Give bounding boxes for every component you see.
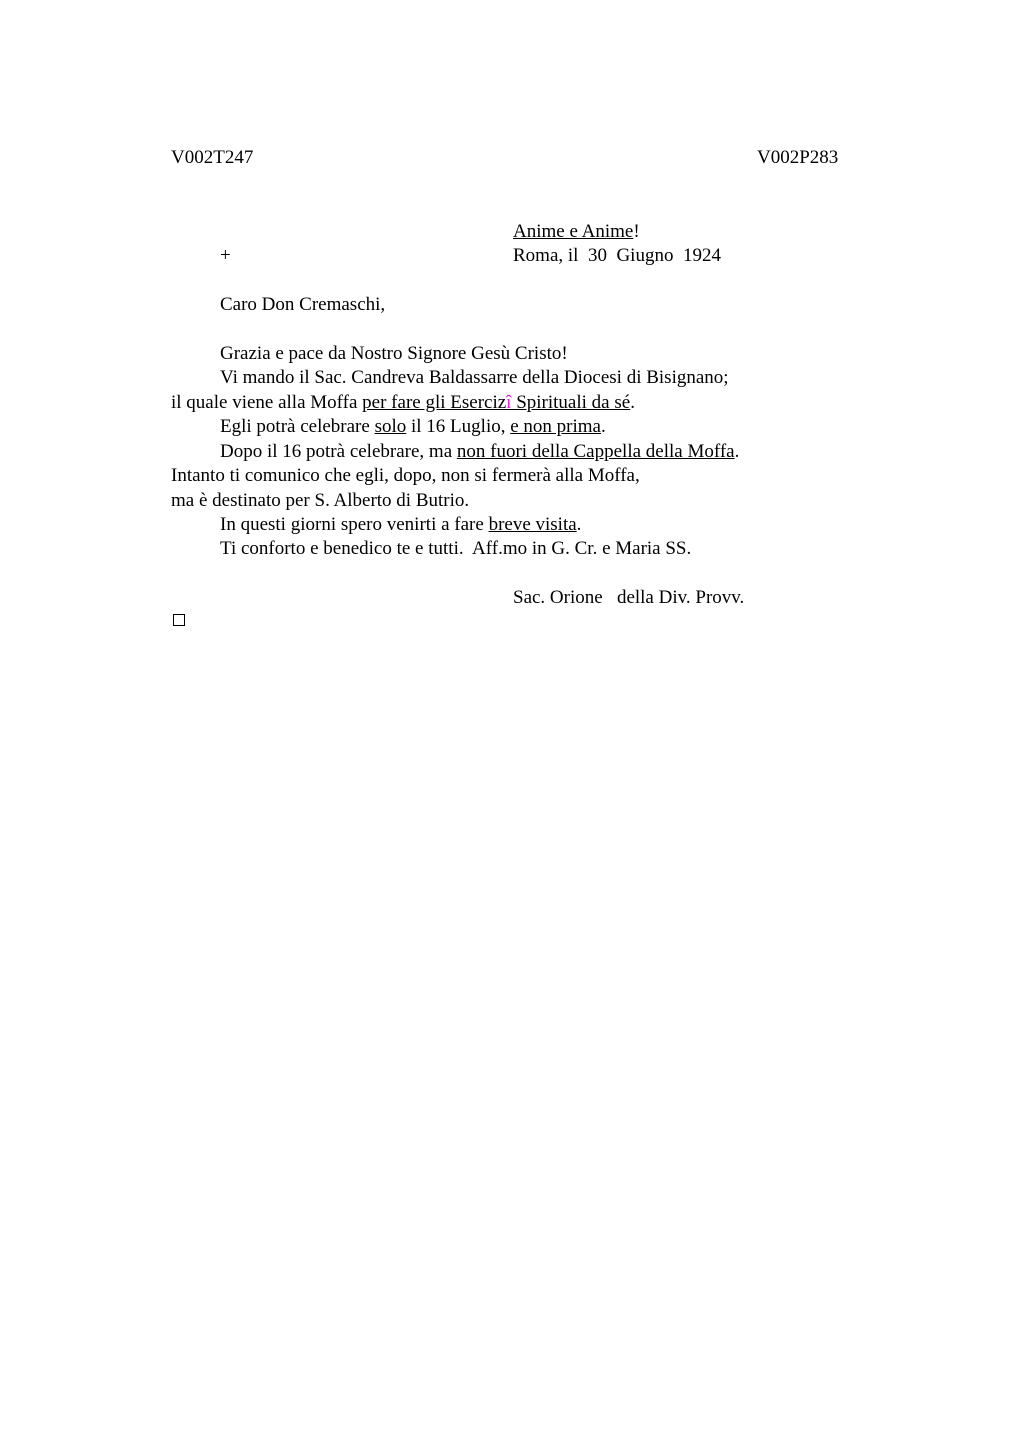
body-line-4-end: . — [601, 416, 606, 437]
signature: Sac. Orione della Div. Provv. — [513, 587, 745, 608]
date-line: Roma, il 30 Giugno 1924 — [513, 245, 721, 266]
body-line-5 — [220, 440, 739, 464]
body-line-1: Grazia e pace da Nostro Signore Gesù Cristo! — [220, 343, 568, 364]
body-line-6: Intanto ti comunico che egli, dopo, non si fermerà alla Moffa, — [171, 465, 640, 486]
motto-underlined: Anime e Anime — [513, 221, 634, 242]
body-line-4-underlined-1: solo — [374, 416, 407, 437]
body-line-3-text: il quale viene alla Moffa — [171, 392, 363, 413]
body-line-5-end: . — [734, 441, 740, 462]
checkbox-square-icon — [173, 614, 185, 626]
underlined-text-part: Spirituali da sé — [511, 392, 631, 413]
body-line-4 — [220, 415, 606, 439]
body-line-9: Ti conforto e benedico te e tutti. Aff.mo in G. Cr. e Maria SS. — [220, 538, 692, 559]
body-line-3-underlined — [362, 392, 630, 413]
body-line-5-text: Dopo il 16 potrà celebrare, ma — [220, 441, 457, 462]
body-line-3 — [171, 391, 635, 415]
cross-symbol: + — [220, 245, 231, 266]
underlined-text-part: per fare gli Eserciz — [362, 392, 507, 413]
header-left-code: V002T247 — [171, 147, 254, 168]
body-line-5-underlined: non fuori della Cappella della Moffa — [456, 441, 735, 462]
body-line-4-underlined-2: e non prima — [510, 416, 601, 437]
body-line-4-text: Egli potrà celebrare — [220, 416, 375, 437]
body-line-7: ma è destinato per S. Alberto di Butrio. — [171, 490, 470, 511]
motto — [513, 220, 640, 244]
body-line-2: Vi mando il Sac. Candreva Baldassarre della Diocesi di Bisignano; — [220, 367, 729, 388]
motto-tail: ! — [633, 221, 640, 242]
highlighted-character: î — [506, 392, 512, 413]
body-line-4-mid: il 16 Luglio, — [406, 416, 511, 437]
salutation: Caro Don Cremaschi, — [220, 294, 386, 315]
body-line-3-end: . — [630, 392, 635, 413]
body-line-8-end: . — [576, 514, 582, 535]
header-right-code: V002P283 — [757, 147, 839, 168]
body-line-8-underlined: breve visita — [488, 514, 577, 535]
body-line-8 — [220, 513, 581, 537]
body-line-8-text: In questi giorni spero venirti a fare — [220, 514, 489, 535]
